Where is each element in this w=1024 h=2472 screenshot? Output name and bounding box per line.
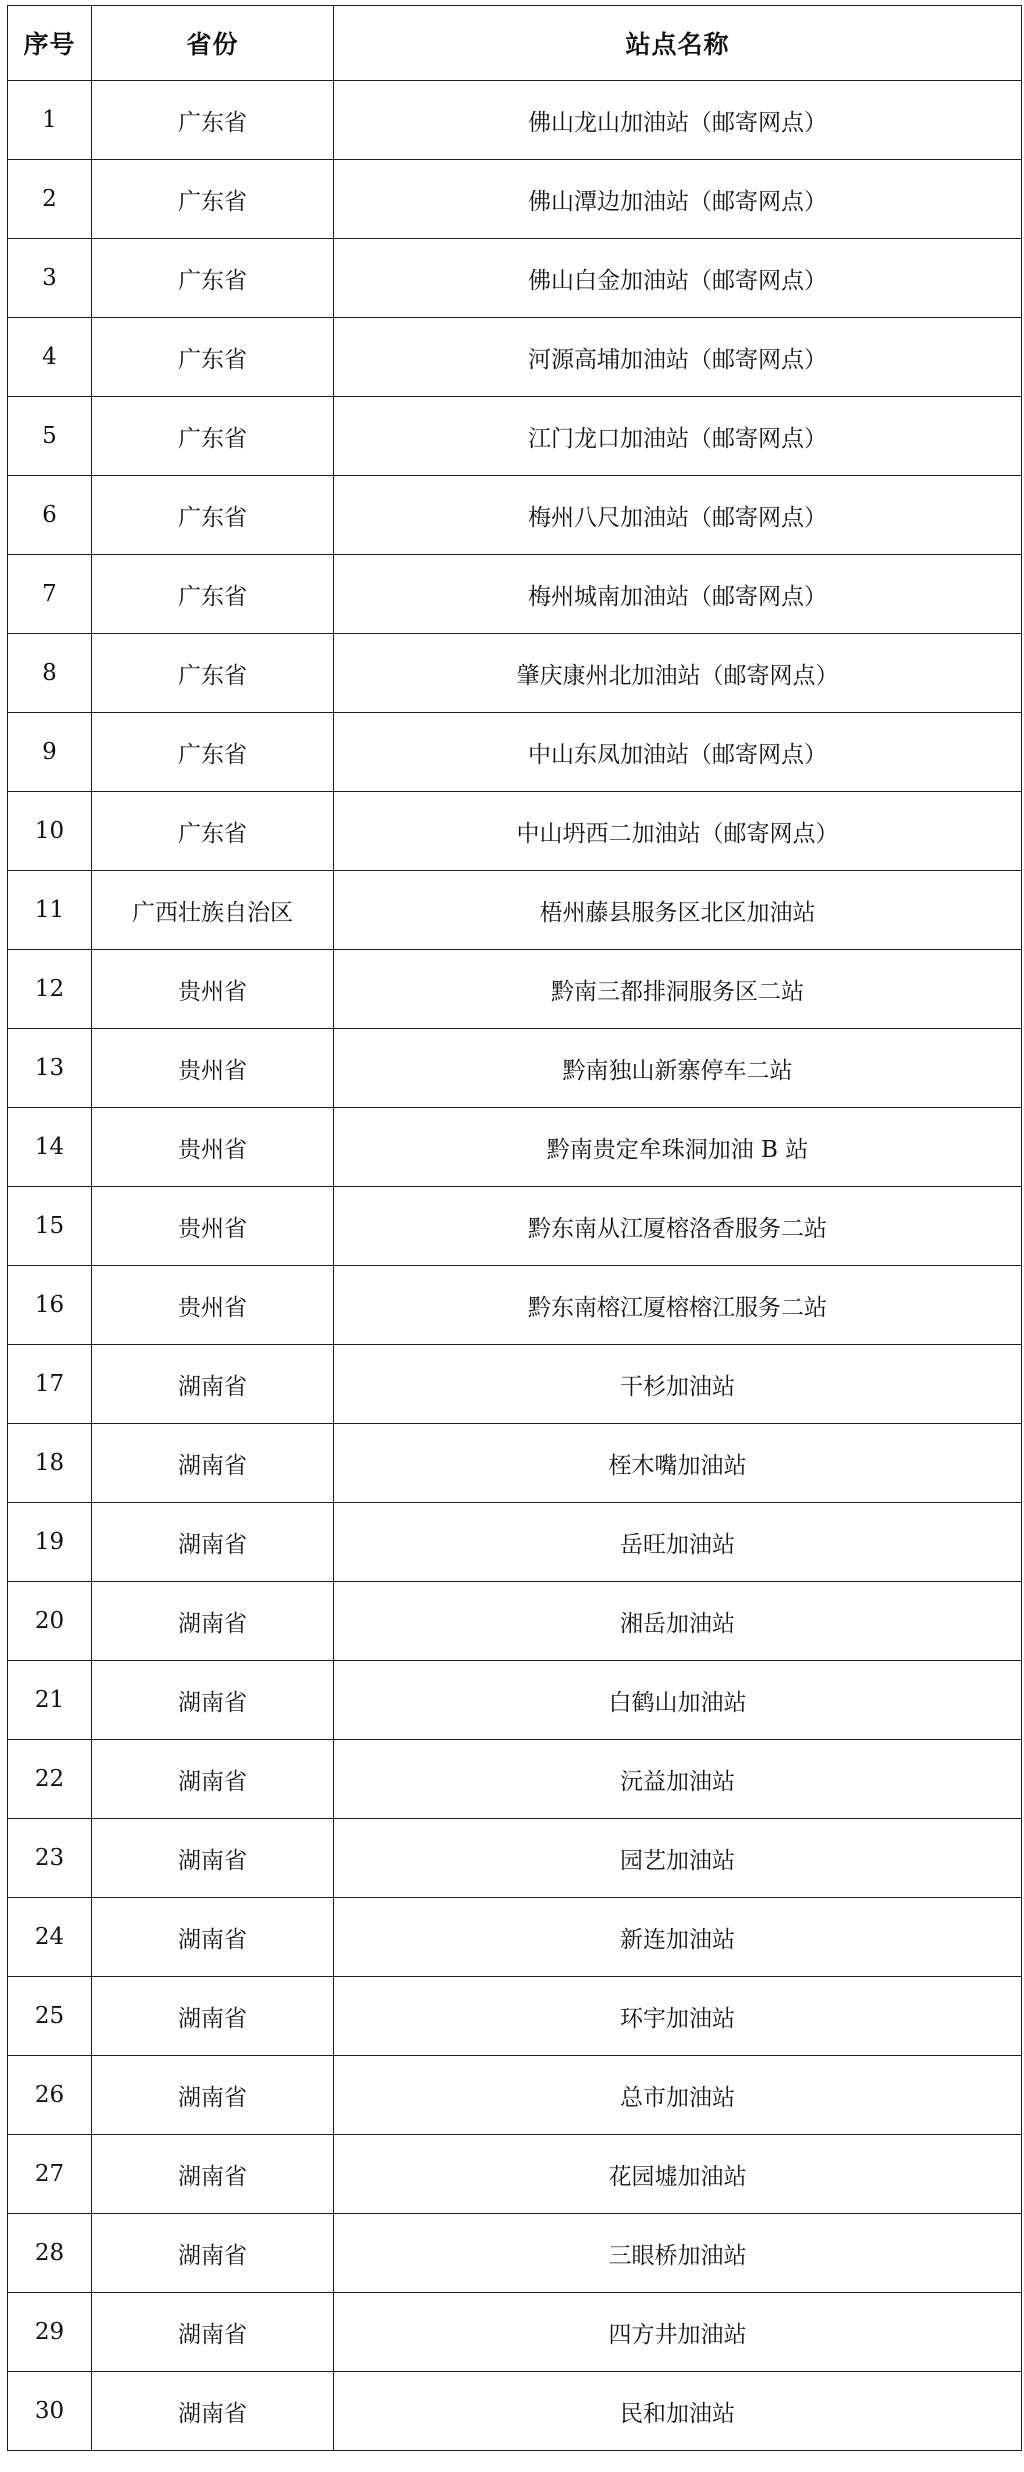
cell-station: 黔东南从江厦榕洛香服务二站: [334, 1187, 1022, 1266]
cell-province: 广东省: [92, 160, 334, 239]
table-row: [8, 476, 1022, 555]
cell-province: 广东省: [92, 397, 334, 476]
cell-station: 佛山白金加油站（邮寄网点）: [334, 239, 1022, 318]
cell-province: 广东省: [92, 634, 334, 713]
table-row: [8, 792, 1022, 871]
cell-no: 7: [8, 555, 92, 634]
cell-no: 15: [8, 1187, 92, 1266]
table-row: [8, 1187, 1022, 1266]
table-row: [8, 950, 1022, 1029]
cell-station: 佛山潭边加油站（邮寄网点）: [334, 160, 1022, 239]
table-row: [8, 1108, 1022, 1187]
cell-no: 13: [8, 1029, 92, 1108]
cell-no: 25: [8, 1977, 92, 2056]
cell-station: 岳旺加油站: [334, 1503, 1022, 1582]
cell-province: 湖南省: [92, 2293, 334, 2372]
cell-province: 贵州省: [92, 1108, 334, 1187]
cell-station: 黔东南榕江厦榕榕江服务二站: [334, 1266, 1022, 1345]
table-row: [8, 1819, 1022, 1898]
table-row: [8, 1977, 1022, 2056]
cell-station: 黔南贵定牟珠洞加油 B 站: [334, 1108, 1022, 1187]
table-row: [8, 1266, 1022, 1345]
table-header: [8, 6, 1022, 81]
cell-no: 26: [8, 2056, 92, 2135]
cell-province: 广东省: [92, 555, 334, 634]
cell-province: 广东省: [92, 81, 334, 160]
cell-no: 4: [8, 318, 92, 397]
cell-province: 湖南省: [92, 1345, 334, 1424]
cell-station: 三眼桥加油站: [334, 2214, 1022, 2293]
table-row: [8, 1424, 1022, 1503]
cell-province: 广东省: [92, 318, 334, 397]
cell-no: 11: [8, 871, 92, 950]
cell-station: 黔南三都排洞服务区二站: [334, 950, 1022, 1029]
cell-no: 8: [8, 634, 92, 713]
cell-province: 贵州省: [92, 1187, 334, 1266]
cell-station: 中山坍西二加油站（邮寄网点）: [334, 792, 1022, 871]
header-row: [8, 6, 1022, 81]
table-row: [8, 239, 1022, 318]
cell-station: 总市加油站: [334, 2056, 1022, 2135]
cell-no: 27: [8, 2135, 92, 2214]
header-no: 序号: [8, 6, 92, 81]
cell-no: 9: [8, 713, 92, 792]
cell-no: 3: [8, 239, 92, 318]
cell-station: 四方井加油站: [334, 2293, 1022, 2372]
cell-station: 环宇加油站: [334, 1977, 1022, 2056]
cell-no: 23: [8, 1819, 92, 1898]
station-table: [7, 5, 1022, 2451]
table-row: [8, 1740, 1022, 1819]
cell-province: 湖南省: [92, 1661, 334, 1740]
cell-no: 28: [8, 2214, 92, 2293]
cell-no: 18: [8, 1424, 92, 1503]
header-station: 站点名称: [334, 6, 1022, 81]
cell-no: 6: [8, 476, 92, 555]
cell-no: 29: [8, 2293, 92, 2372]
cell-province: 湖南省: [92, 1424, 334, 1503]
cell-province: 湖南省: [92, 2056, 334, 2135]
cell-station: 民和加油站: [334, 2372, 1022, 2451]
table-body: [8, 81, 1022, 2451]
header-province: 省份: [92, 6, 334, 81]
cell-no: 21: [8, 1661, 92, 1740]
cell-no: 5: [8, 397, 92, 476]
cell-province: 湖南省: [92, 2372, 334, 2451]
cell-station: 花园墟加油站: [334, 2135, 1022, 2214]
cell-station: 沅益加油站: [334, 1740, 1022, 1819]
table-row: [8, 2293, 1022, 2372]
table-row: [8, 871, 1022, 950]
cell-province: 广西壮族自治区: [92, 871, 334, 950]
table-row: [8, 81, 1022, 160]
cell-province: 湖南省: [92, 2214, 334, 2293]
cell-station: 园艺加油站: [334, 1819, 1022, 1898]
cell-station: 桎木嘴加油站: [334, 1424, 1022, 1503]
cell-no: 2: [8, 160, 92, 239]
table-row: [8, 2135, 1022, 2214]
cell-station: 湘岳加油站: [334, 1582, 1022, 1661]
cell-station: 梧州藤县服务区北区加油站: [334, 871, 1022, 950]
cell-no: 22: [8, 1740, 92, 1819]
cell-no: 20: [8, 1582, 92, 1661]
cell-province: 湖南省: [92, 1977, 334, 2056]
table-row: [8, 1029, 1022, 1108]
table-row: [8, 397, 1022, 476]
cell-station: 白鹤山加油站: [334, 1661, 1022, 1740]
table-row: [8, 2214, 1022, 2293]
cell-station: 梅州八尺加油站（邮寄网点）: [334, 476, 1022, 555]
cell-station: 梅州城南加油站（邮寄网点）: [334, 555, 1022, 634]
cell-province: 湖南省: [92, 1819, 334, 1898]
cell-no: 10: [8, 792, 92, 871]
cell-province: 广东省: [92, 792, 334, 871]
table-row: [8, 1582, 1022, 1661]
table-row: [8, 160, 1022, 239]
cell-province: 广东省: [92, 713, 334, 792]
cell-no: 12: [8, 950, 92, 1029]
cell-station: 江门龙口加油站（邮寄网点）: [334, 397, 1022, 476]
cell-no: 1: [8, 81, 92, 160]
cell-province: 广东省: [92, 239, 334, 318]
table-row: [8, 1661, 1022, 1740]
cell-station: 河源高埔加油站（邮寄网点）: [334, 318, 1022, 397]
cell-province: 贵州省: [92, 950, 334, 1029]
cell-no: 24: [8, 1898, 92, 1977]
table-row: [8, 713, 1022, 792]
table-row: [8, 1898, 1022, 1977]
cell-station: 肇庆康州北加油站（邮寄网点）: [334, 634, 1022, 713]
cell-no: 14: [8, 1108, 92, 1187]
cell-station: 干杉加油站: [334, 1345, 1022, 1424]
table-row: [8, 2372, 1022, 2451]
table-row: [8, 555, 1022, 634]
cell-station: 佛山龙山加油站（邮寄网点）: [334, 81, 1022, 160]
cell-province: 湖南省: [92, 1503, 334, 1582]
table-row: [8, 318, 1022, 397]
cell-no: 30: [8, 2372, 92, 2451]
cell-no: 17: [8, 1345, 92, 1424]
table-row: [8, 2056, 1022, 2135]
table-row: [8, 1503, 1022, 1582]
table-row: [8, 1345, 1022, 1424]
cell-province: 湖南省: [92, 1740, 334, 1819]
cell-province: 湖南省: [92, 1582, 334, 1661]
cell-no: 19: [8, 1503, 92, 1582]
cell-province: 广东省: [92, 476, 334, 555]
cell-province: 贵州省: [92, 1029, 334, 1108]
cell-no: 16: [8, 1266, 92, 1345]
cell-province: 湖南省: [92, 2135, 334, 2214]
cell-station: 新连加油站: [334, 1898, 1022, 1977]
cell-station: 黔南独山新寨停车二站: [334, 1029, 1022, 1108]
cell-province: 贵州省: [92, 1266, 334, 1345]
cell-province: 湖南省: [92, 1898, 334, 1977]
table-row: [8, 634, 1022, 713]
cell-station: 中山东凤加油站（邮寄网点）: [334, 713, 1022, 792]
